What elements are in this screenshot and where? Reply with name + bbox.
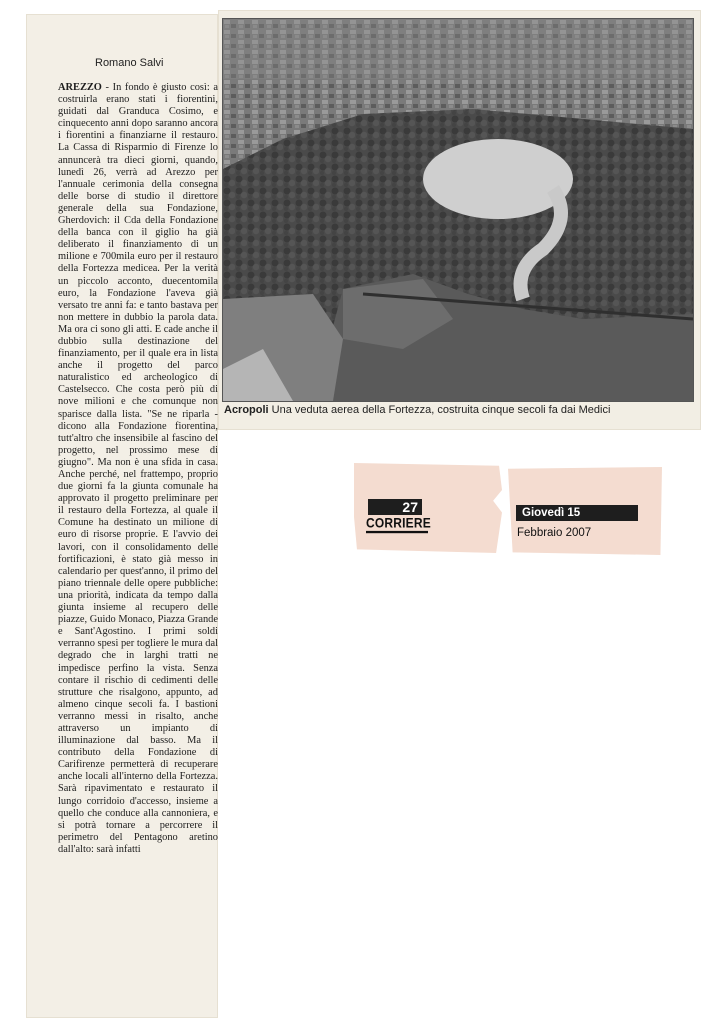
article-text: - In fondo è giusto così: a costruirla erano stati i fiorentini, guidati dal Granduca Cosimo, e cinquecento anni dopo saranno ancora i fiorentini a finanziarne il restauro. La Cassa di Risparmio di Firenze lo annuncerà tra dieci giorni, quando, lunedì 26, verrà ad Arezzo per l'annuale cerimonia della consegna delle borse di studio il direttore generale della sua Fondazione, Gherdovich: il Cda della Fondazione della banca con il giglio ha già deliberato il finanziamento di un milione e 700mila euro per il restauro della Fortezza medicea. Per la verità un piccolo acconto, duecentomila euro, la Fondazione l'aveva già versato tre anni fa: e tanto bastava per non mettere in dubbio la parola data. Ma ora ci sono gli atti. E cade anche il dubbio sulla destinazione del finanziamento, per il quale era in lista anche il progetto del parco naturalistico ed archeologico di Castelsecco. Che costa però più di nove milioni e che comunque non sparisce dalla lista. "Se ne riparla - dicono alla Fondazione fiorentina, tutt'altro che insensibile al fascino del progetto, nel prossimo mese di giugno". Ma non è una sfida in casa. Anche perché, nel frattempo, proprio due giorni fa la giunta comunale ha approvato il progetto preliminare per il restauro della Fortezza, al quale il Comune ha destinato un milione di euro di risorse proprie. E l'avvio dei lavori, con il consolidamento delle fortificazioni, è stato già messo in calendario per quest'anno, il primo del piano triennale delle opere pubbliche: una priorità, indicata da tempo dalla giunta insieme al recupero delle piazze, Guido Monaco, Piazza Grande e Sant'Agostino. I primi soldi verranno spesi per togliere le mura dal degrado che in larghi tratti ne impedisce perfino la vista. Senza contare il rischio di cedimenti delle strutture che risalgono, appunto, ad almeno cinque secoli fa. I bastioni verranno messi in risalto, anche attraverso un impianto di illuminazione dal basso. Ma il contributo della Fondazione di Carifirenze permetterà di recuperare anche locali all'interno della Fortezza. Sarà ripavimentato e restaurato il lungo corridoio d'accesso, insieme a quello che conduce alla cannoniera, e si potrà tornare a percorrere il perimetro del Pentagono aretino dall'alto: sarà infatti [58,82,218,855]
page-number: 27 [368,499,422,515]
caption-text: Una veduta aerea della Fortezza, costruita cinque secoli fa dai Medici [268,404,611,416]
aerial-photo-illustration [223,19,693,401]
article-body [58,82,218,856]
fortress-aerial-photo [222,18,694,402]
date-month-year: Febbraio 2007 [517,527,592,539]
article-byline: Romano Salvi [95,57,164,69]
date-weekday: Giovedì 15 [516,505,638,521]
article-dateline: AREZZO [58,82,102,93]
caption-headline: Acropoli [224,404,269,416]
newspaper-name: CORRIERE [366,515,428,533]
photo-caption [224,404,694,416]
